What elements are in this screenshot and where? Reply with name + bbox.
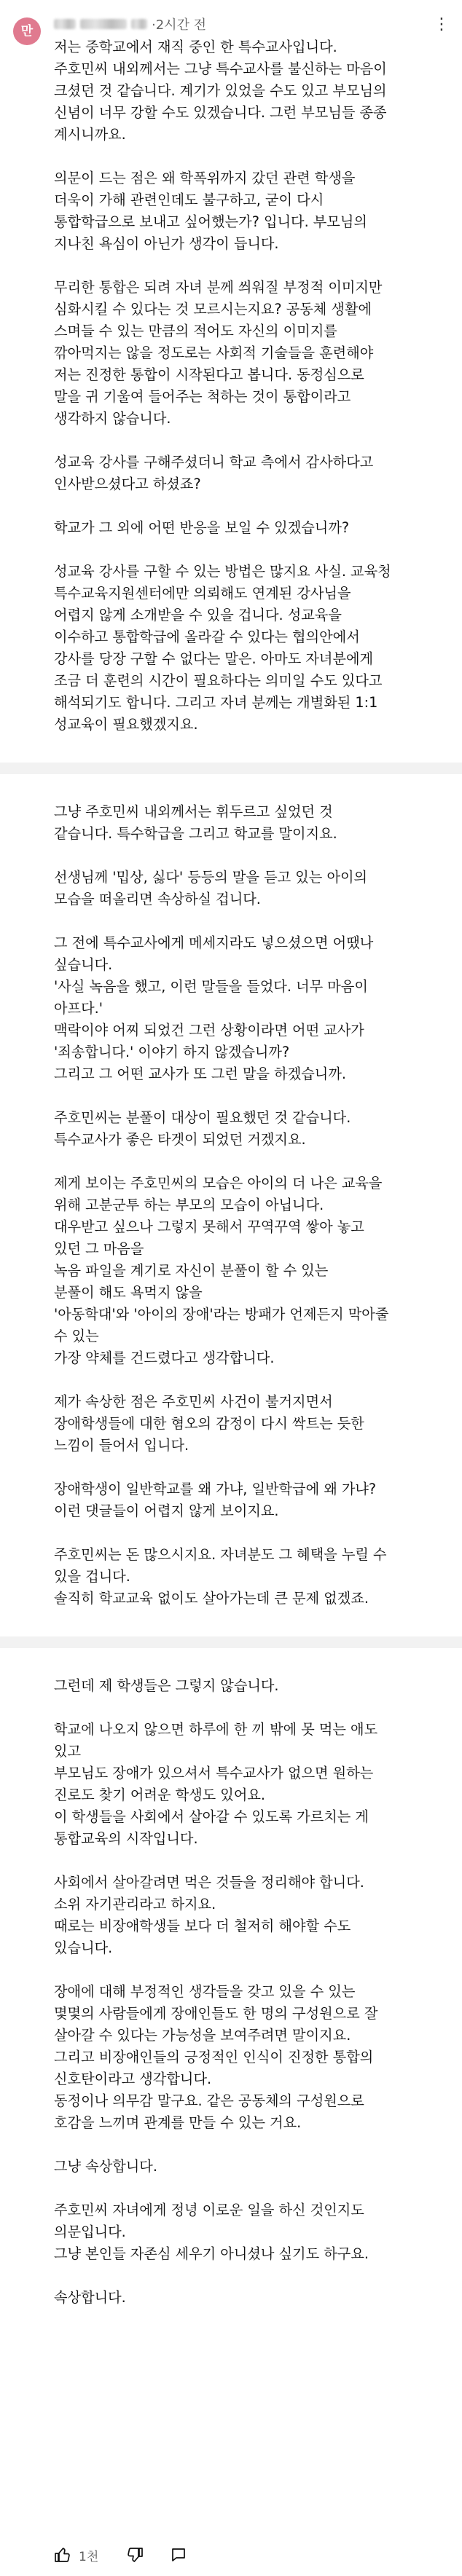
reply-button[interactable] <box>170 2546 187 2564</box>
comment-line: 장애학생이 일반학교를 왜 가냐, 일반학급에 왜 가냐? <box>54 1481 377 1497</box>
like-count: 1천 <box>79 2549 99 2564</box>
comment-line: 무리한 통합은 되려 자녀 분께 씌워질 부정적 이미지만 <box>54 279 383 296</box>
paragraph-gap <box>54 1959 418 1981</box>
paragraph-gap <box>54 1522 418 1544</box>
comment-line: 성교육 강사를 구할 수 있는 방법은 많지요 사실. 교육청 <box>54 563 391 580</box>
comment-line: 더욱이 가해 관련인데도 불구하고, 굳이 다시 <box>54 192 324 208</box>
comment-actions <box>54 2540 187 2569</box>
comment-line: 의문입니다. <box>54 2224 126 2240</box>
thumbs-down-icon <box>126 2546 144 2564</box>
comment-paragraph <box>54 1173 418 1369</box>
section-divider <box>0 1636 462 1648</box>
comment-line: 사회에서 살아갈려면 먹은 것들을 정리해야 합니다. <box>54 1874 364 1891</box>
paragraph-gap <box>54 1457 418 1478</box>
like-button[interactable] <box>54 2546 71 2564</box>
paragraph-gap <box>54 1850 418 1872</box>
comment-line: 계시니까요. <box>54 126 126 143</box>
comment-paragraph <box>54 932 418 1085</box>
author-handle-redacted <box>80 19 127 29</box>
paragraph-gap <box>54 910 418 932</box>
comment-paragraph <box>54 561 418 736</box>
comment-line: 동정이나 의무감 말구요. 같은 공동체의 구성원으로 <box>54 2092 364 2109</box>
comment-line: 깎아먹지는 않을 정도로는 사회적 기술들을 훈련해야 <box>54 344 374 361</box>
comment-paragraph <box>54 1981 418 2134</box>
comment-line: 부모님도 장애가 있으셔서 특수교사가 없으면 원하는 <box>54 1765 374 1781</box>
reply-bubble-icon <box>170 2546 187 2564</box>
comment-line: 주호민씨 내외께서는 그냥 특수교사를 불신하는 마음이 <box>54 60 387 77</box>
author-name-redacted <box>54 19 76 29</box>
comment-line: 위해 고분군투 하는 부모의 모습이 아닙니다. <box>54 1197 324 1213</box>
comment-line: 성교육 강사를 구해주셨더니 학교 측에서 감사하다고 <box>54 454 374 470</box>
more-vertical-icon[interactable]: ⋮ <box>434 15 450 34</box>
comment-line: 강사를 당장 구할 수 없다는 말은. 아마도 자녀분에게 <box>54 650 374 667</box>
comment-paragraph <box>54 36 418 146</box>
comment-line: 그냥 본인들 자존심 세우기 아니셨나 싶기도 하구요. <box>54 2245 369 2262</box>
comment-line: 그런데 제 학생들은 그렇지 않습니다. <box>54 1677 279 1694</box>
comment-body <box>54 36 418 2309</box>
paragraph-gap <box>54 430 418 452</box>
author-extra-redacted <box>131 19 147 29</box>
comment-line: 제가 속상한 점은 주호민씨 사건이 불거지면서 <box>54 1393 333 1410</box>
comment-line: 같습니다. 특수학급을 그리고 학교를 말이지요. <box>54 825 337 842</box>
comment-line: 이 학생들을 사회에서 살아갈 수 있도록 가르치는 게 <box>54 1808 369 1825</box>
comment-line: 어렵지 않게 소개받을 수 있을 겁니다. 성교육을 <box>54 607 342 623</box>
paragraph-gap <box>54 1369 418 1391</box>
comment-line: 이런 댓글들이 어렵지 않게 보이지요. <box>54 1502 279 1519</box>
comment-line: 속상합니다. <box>54 2289 126 2306</box>
comment-line: '사실 녹음을 했고, 이런 말들을 들었다. 너무 마음이 <box>54 978 368 995</box>
comment-line: 통합교육의 시작입니다. <box>54 1830 198 1847</box>
comment-line: 크셨던 것 같습니다. 계기가 있었을 수도 있고 부모님의 <box>54 82 387 99</box>
comment-line: 저는 진정한 통합이 시작된다고 봅니다. 동정심으로 <box>54 366 364 383</box>
comment-line: 분풀이 해도 욕먹지 않을 <box>54 1284 203 1301</box>
timestamp-text: 2시간 전 <box>155 17 207 33</box>
comment-line: 지나친 욕심이 아닌가 생각이 듭니다. <box>54 235 279 252</box>
comment-line: 성교육이 필요했겠지요. <box>54 716 198 733</box>
avatar[interactable]: 만 <box>13 17 41 45</box>
paragraph-gap <box>54 1151 418 1173</box>
comment-line: 특수교육지원센터에만 의뢰해도 연계된 강사님을 <box>54 585 351 602</box>
comment-line: '죄송합니다.' 이야기 하지 않겠습니까? <box>54 1044 290 1060</box>
section-divider <box>0 763 462 774</box>
paragraph-gap <box>54 1610 418 1631</box>
comment-header <box>54 13 206 35</box>
comment-paragraph <box>54 2199 418 2265</box>
comment-line: 진로도 찾기 어려운 학생도 있어요. <box>54 1787 265 1803</box>
paragraph-gap <box>54 2134 418 2156</box>
comment-line: '아동학대'와 '아이의 장애'라는 방패가 언제든지 막아줄 <box>54 1306 389 1323</box>
comment-line: 의문이 드는 점은 왜 학폭위까지 갔던 관련 학생을 <box>54 170 356 186</box>
comment-line: 가장 약체를 건드렸다고 생각합니다. <box>54 1350 275 1366</box>
comment-line: 대우받고 싶으나 그렇지 못해서 꾸역꾸역 쌓아 놓고 <box>54 1218 364 1235</box>
comment-paragraph <box>54 2156 418 2178</box>
comment-line: 주호민씨 자녀에게 정녕 이로운 일을 하신 것인지도 <box>54 2202 364 2218</box>
paragraph-gap <box>54 1085 418 1107</box>
comment-line: 심화시킬 수 있다는 것 모르시는지요? 공동체 생활에 <box>54 301 372 318</box>
comment-line: 모습을 떠올리면 속상하실 겁니다. <box>54 891 261 907</box>
comment-line: 그리고 그 어떤 교사가 또 그런 말을 하겠습니까. <box>54 1066 346 1082</box>
comment-paragraph <box>54 452 418 495</box>
comment-line: 장애학생들에 대한 혐오의 감정이 다시 싹트는 듯한 <box>54 1415 364 1432</box>
comment-line: 그냥 속상합니다. <box>54 2158 157 2175</box>
comment-paragraph <box>54 2287 418 2309</box>
comment-line: 말을 귀 기울여 들어주는 척하는 것이 통합이라고 <box>54 388 351 405</box>
comment-line: 있고 <box>54 1743 82 1760</box>
comment-line: 이수하고 통합학급에 올라갈 수 있다는 협의안에서 <box>54 629 360 645</box>
comment-paragraph <box>54 1478 418 1522</box>
comment-line: 해석되기도 합니다. 그리고 자녀 분께는 개별화된 1:1 <box>54 694 378 711</box>
comment-line: 있습니다. <box>54 1939 113 1956</box>
comment-line: 그 전에 특수교사에게 메세지라도 넣으셨으면 어땠나 <box>54 934 374 951</box>
comment-line: 인사받으셨다고 하셨죠? <box>54 476 201 492</box>
comment-timestamp[interactable]: ·2시간 전 <box>152 17 207 33</box>
comment-paragraph <box>54 168 418 255</box>
comment-line: 신호탄이라고 생각합니다. <box>54 2071 212 2087</box>
comment-line: 생각하지 않습니다. <box>54 410 171 427</box>
comment-line: 맥락이야 어찌 되었건 그런 상황이라면 어떤 교사가 <box>54 1022 364 1039</box>
comment-line: 그리고 비장애인들의 긍정적인 인식이 진정한 통합의 <box>54 2049 374 2065</box>
comment-line: 저는 중학교에서 재직 중인 한 특수교사입니다. <box>54 39 337 55</box>
comment-line: 스며들 수 있는 만큼의 적어도 자신의 이미지를 <box>54 323 337 339</box>
comment-line: 있던 그 마음을 <box>54 1240 144 1257</box>
comment-line: 조금 더 훈련의 시간이 필요하다는 의미일 수도 있다고 <box>54 672 383 689</box>
paragraph-gap <box>54 779 418 801</box>
comment-paragraph <box>54 1391 418 1457</box>
paragraph-gap <box>54 255 418 277</box>
dislike-button[interactable] <box>126 2546 144 2564</box>
comment-line: 소위 자기관리라고 하지요. <box>54 1896 216 1913</box>
paragraph-gap <box>54 736 418 757</box>
comment-line: 살아갈 수 있다는 가능성을 보여주려면 말이지요. <box>54 2027 351 2044</box>
comment-line: 있을 겁니다. <box>54 1568 130 1585</box>
comment-line: 때로는 비장애학생들 보다 더 철저히 해야할 수도 <box>54 1918 351 1934</box>
comment-paragraph <box>54 1872 418 1959</box>
paragraph-gap <box>54 539 418 561</box>
comment-line: 특수교사가 좋은 타겟이 되었던 거겠지요. <box>54 1131 306 1148</box>
paragraph-gap <box>54 146 418 168</box>
comment-paragraph <box>54 801 418 845</box>
comment-paragraph <box>54 277 418 430</box>
comment-line: 몇몇의 사람들에게 장애인들도 한 명의 구성원으로 잘 <box>54 2005 378 2022</box>
paragraph-gap <box>54 845 418 867</box>
comment-line: 주호민씨는 분풀이 대상이 필요했던 것 같습니다. <box>54 1109 351 1126</box>
paragraph-gap <box>54 495 418 517</box>
comment-line: 호감을 느끼며 관계를 만들 수 있는 거요. <box>54 2114 302 2131</box>
comment-line: 솔직히 학교교육 없이도 살아가는데 큰 문제 없겠죠. <box>54 1590 369 1607</box>
comment-line: 학교에 나오지 않으면 하루에 한 끼 밖에 못 먹는 애도 <box>54 1721 378 1738</box>
paragraph-gap <box>54 1697 418 1719</box>
comment-line: 녹음 파일을 계기로 자신이 분풀이 할 수 있는 <box>54 1262 329 1279</box>
comment-line: 아프다.' <box>54 1000 103 1017</box>
comment-line: 그냥 주호민씨 내외께서는 휘두르고 싶었던 것 <box>54 803 333 820</box>
comment-line: 주호민씨는 돈 많으시지요. 자녀분도 그 혜택을 누릴 수 <box>54 1546 387 1563</box>
paragraph-gap <box>54 2178 418 2199</box>
comment-paragraph <box>54 1107 418 1151</box>
comment-line: 통합학급으로 보내고 싶어했는가? 입니다. 부모님의 <box>54 213 367 230</box>
comment-line: 신념이 너무 강할 수도 있겠습니다. 그런 부모님들 종종 <box>54 104 387 121</box>
comment-line: 수 있는 <box>54 1328 99 1344</box>
paragraph-gap <box>54 1653 418 1675</box>
comment-paragraph <box>54 517 418 539</box>
comment-line: 선생님께 '밉상, 싫다' 등등의 말을 듣고 있는 아이의 <box>54 869 368 886</box>
comment-line: 느낌이 들어서 입니다. <box>54 1437 189 1454</box>
comment-line: 싶습니다. <box>54 956 113 973</box>
comment-paragraph <box>54 867 418 910</box>
comment-line: 학교가 그 외에 어떤 반응을 보일 수 있겠습니까? <box>54 519 350 536</box>
comment-paragraph <box>54 1544 418 1610</box>
comment-line: 장애에 대해 부정적인 생각들을 갖고 있을 수 있는 <box>54 1983 356 2000</box>
thumbs-up-icon <box>54 2546 71 2564</box>
paragraph-gap <box>54 2265 418 2287</box>
comment-paragraph <box>54 1675 418 1697</box>
comment-line: 제게 보이는 주호민씨의 모습은 아이의 더 나은 교육을 <box>54 1175 383 1192</box>
comment-paragraph <box>54 1719 418 1850</box>
